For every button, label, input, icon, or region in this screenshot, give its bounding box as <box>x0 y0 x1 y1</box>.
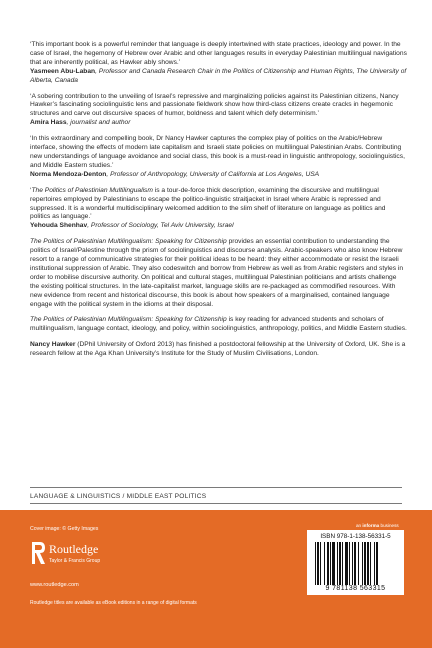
endorsement-text: ‘This important book is a powerful reminder that language is deeply intertwined with state practices, ideology and power. In the case of Israel, the hegemony of Hebrew over Arabic and other languages results in everyday Palestinian multilingual navigations that are inherently political, as Hawker ably shows.’ <box>30 41 407 66</box>
isbn-text: ISBN 978-1-138-56331-5 <box>320 533 391 540</box>
barcode-number: 9 781138 563315 <box>325 585 386 592</box>
endorsement-4 <box>30 187 407 232</box>
endorsement-3 <box>30 135 407 180</box>
endorsement-attribution: Yehouda Shenhav, Professor of Sociology, Tel Aviv University, Israel <box>30 222 234 230</box>
author-bio: Nancy Hawker (DPhil University of Oxford 2013) has finished a postdoctoral fellowship at the University of Oxford, UK. She is a research fellow at the Aga Khan University’s Institute for the Study of Muslim Civilisations, London. <box>30 341 406 358</box>
endorsement-text: ‘A sobering contribution to the unveiling of Israel’s repressive and marginalizing policies against its Palestinian citizens, Nancy Hawker’s fascinating sociolinguistic lens and passionate fieldwork show how third-class citizens create cracks in hegemonic structures and carve out discursive spaces of humor, boldness and talent which defy determinism.’ <box>30 92 399 118</box>
routledge-logo <box>30 541 150 571</box>
cover-credit: Cover image: © Getty Images <box>30 526 99 532</box>
informa-business: an informa business <box>356 523 399 528</box>
book-audience: The Politics of Palestinian Multilingualism: Speaking for Citizenship is key reading for advanced students and scholars of multilingualism, language contact, ideology, and policy, within sociolinguistics, anthropology, politics, and Middle Eastern studies. <box>30 316 407 333</box>
endorsement-attribution: Amira Hass, journalist and author <box>30 119 131 127</box>
endorsement-attribution: Yasmeen Abu-Laban, Professor and Canada Research Chair in the Politics of Citizenship and Human Rights, The University of Alberta, Canada <box>30 67 407 84</box>
back-cover-text <box>30 41 407 359</box>
barcode-icon <box>315 542 396 585</box>
ebook-note: Routledge titles are available as eBook editions in a range of digital formats <box>30 600 197 606</box>
endorsement-attribution: Norma Mendoza-Denton, Professor of Anthropology, University of California at Los Angeles, USA <box>30 170 320 178</box>
divider <box>30 487 402 488</box>
endorsement-1 <box>30 41 407 86</box>
publisher-url[interactable]: www.routledge.com <box>30 582 79 588</box>
endorsement-text: ‘The Politics of Palestinian Multilingualism is a tour-de-force thick description, examining the discursive and multilingual repertoires employed by Palestinians to escape the politico-linguistic straitjacket in Israel where Arabic is repressed and suppressed. It is a wonderful multidisciplinary welcomed addition to the slim shelf of literature on language as politics and politics as language.’ <box>30 186 386 221</box>
routledge-r-icon <box>30 541 46 565</box>
divider <box>30 503 402 504</box>
endorsement-2 <box>30 93 407 129</box>
book-description: The Politics of Palestinian Multilingualism: Speaking for Citizenship provides an essential contribution to understanding the politics of Israel/Palestine through the prism of sociolinguistics and discourse analysis. Arabic-speakers who also know Hebrew resort to a range of communicative strategies for their political ideas to be heard: they either accommodate or resist the Israeli institutional suppression of Arabic. They also codeswitch and borrow from Hebrew as well as from Arabic registers and styles in order to mobilise discursive authority. On political and cultural stages, multilingual Palestinian politicians and artists challenge the existing political structures. In the late-capitalist market, language skills are re-packaged as commodified resources. With new evidence from recent and historical discourse, this book is about how speakers of a marginalised, contained language engage with the political system in the idioms at their disposal. <box>30 238 404 308</box>
endorsement-text: ‘In this extraordinary and compelling book, Dr Nancy Hawker captures the complex play of politics on the Arabic/Hebrew interface, showing the effects of modern late capitalism and Israeli state policies on multilingual Palestinian Arabs. Contributing new understandings of language avoidance and social class, this book is a must-read in linguistic anthropology, sociolinguistics, and Middle Eastern studies.’ <box>30 135 405 169</box>
publisher-group: Taylor & Francis Group <box>49 558 101 564</box>
publisher-name: Routledge <box>49 542 99 556</box>
barcode-panel <box>307 530 404 595</box>
subject-category: LANGUAGE & LINGUISTICS / MIDDLE EAST POLITICS <box>30 493 207 500</box>
